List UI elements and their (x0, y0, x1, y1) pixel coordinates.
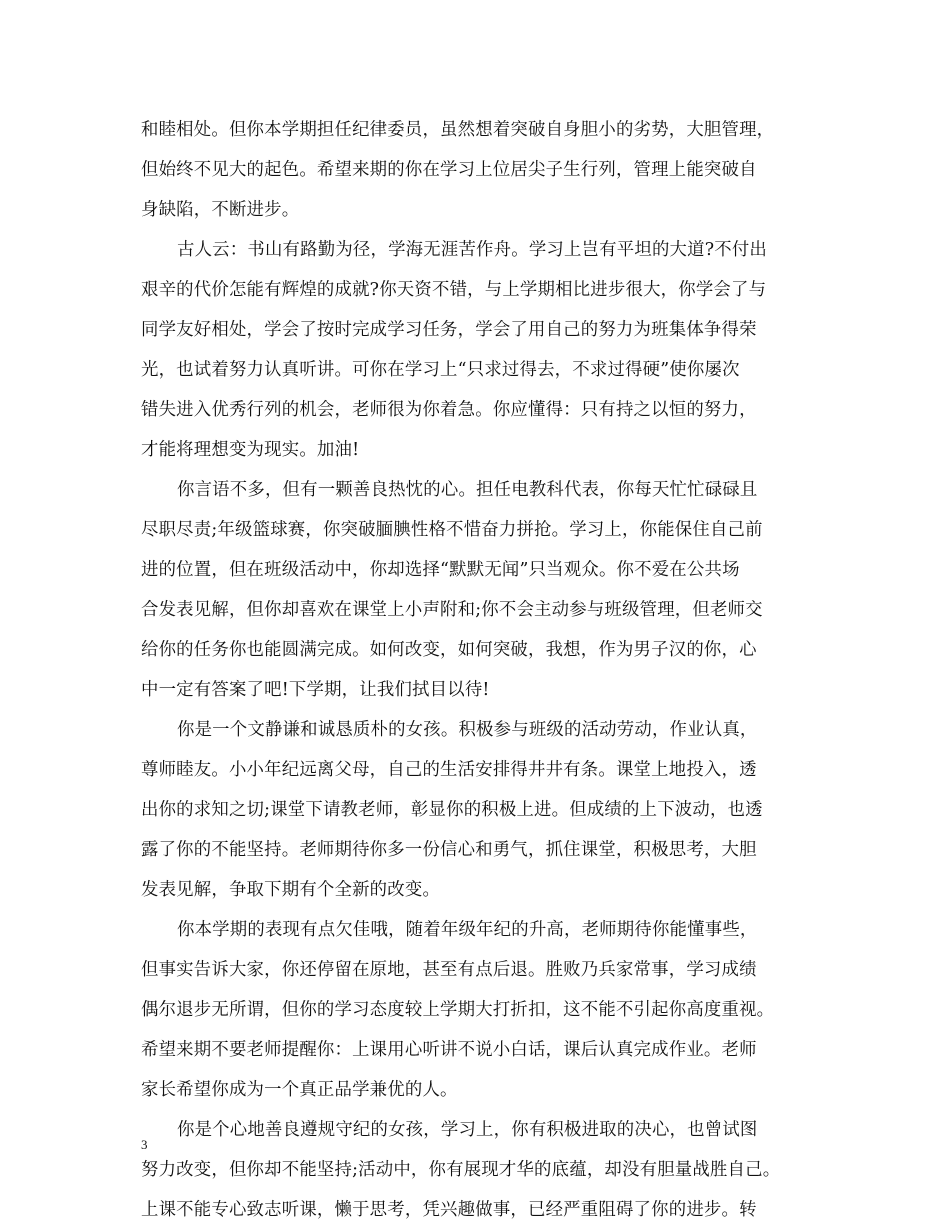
text-line: 上课不能专心致志听课，懒于思考，凭兴趣做事，已经严重阻碍了你的进步。转 (141, 1200, 757, 1220)
text-line: 家长希望你成为一个真正品学兼优的人。 (141, 1080, 458, 1100)
text-line: 合发表见解，但你却喜欢在课堂上小声附和;你不会主动参与班级管理，但老师交 (141, 600, 763, 620)
text-line: 和睦相处。但你本学期担任纪律委员，虽然想着突破自身胆小的劣势，大胆管理， (141, 120, 775, 140)
text-line: 发表见解，争取下期有个全新的改变。 (141, 880, 441, 900)
text-line: 你本学期的表现有点欠佳哦，随着年级年纪的升高，老师期待你能懂事些， (177, 920, 758, 940)
text-line: 露了你的不能坚持。老师期待你多一份信心和勇气，抓住课堂，积极思考，大胆 (141, 840, 757, 860)
paragraph (141, 230, 821, 470)
text-line: 但事实告诉大家，你还停留在原地，甚至有点后退。胜败乃兵家常事，学习成绩 (141, 960, 757, 980)
text-line: 尊师睦友。小小年纪远离父母，自己的生活安排得井井有条。课堂上地投入，透 (141, 760, 757, 780)
text-line: 你是一个文静谦和诚恳质朴的女孩。积极参与班级的活动劳动，作业认真， (177, 720, 758, 740)
text-line: 但始终不见大的起色。希望来期的你在学习上位居尖子生行列，管理上能突破自 (141, 160, 757, 180)
paragraph (141, 1110, 821, 1230)
text-line: 偶尔退步无所谓，但你的学习态度较上学期大打折扣，这不能不引起你高度重视。 (141, 1000, 775, 1020)
text-line: 你是个心地善良遵规守纪的女孩，学习上，你有积极进取的决心，也曾试图 (177, 1120, 758, 1140)
paragraph (141, 710, 821, 910)
text-line: 进的位置，但在班级活动中，你却选择“默默无闻”只当观众。你不爱在公共场 (141, 560, 740, 580)
text-line: 希望来期不要老师提醒你：上课用心听讲不说小白话，课后认真完成作业。老师 (141, 1040, 757, 1060)
text-line: 努力改变，但你却不能坚持;活动中，你有展现才华的底蕴，却没有胆量战胜自己。 (141, 1160, 781, 1180)
text-line: 你言语不多，但有一颗善良热忱的心。担任电教科代表，你每天忙忙碌碌且 (177, 480, 758, 500)
page-number: 3 (141, 1137, 148, 1152)
paragraph (141, 110, 821, 230)
text-line: 中一定有答案了吧!下学期，让我们拭目以待! (141, 680, 490, 700)
text-line: 光，也试着努力认真听讲。可你在学习上“只求过得去，不求过得硬”使你屡次 (141, 360, 740, 380)
text-line: 给你的任务你也能圆满完成。如何改变，如何突破，我想，作为男子汉的你，心 (141, 640, 757, 660)
text-line: 尽职尽责;年级篮球赛，你突破腼腆性格不惜奋力拼抢。学习上，你能保住自己前 (141, 520, 763, 540)
text-line: 才能将理想变为现实。加油! (141, 440, 360, 460)
text-line: 出你的求知之切;课堂下请教老师，彰显你的积极上进。但成绩的上下波动，也透 (141, 800, 763, 820)
paragraph (141, 910, 821, 1110)
text-line: 错失进入优秀行列的机会，老师很为你着急。你应懂得：只有持之以恒的努力， (141, 400, 757, 420)
paragraph (141, 470, 821, 710)
text-line: 身缺陷，不断进步。 (141, 200, 300, 220)
text-line: 古人云：书山有路勤为径，学海无涯苦作舟。学习上岂有平坦的大道?不付出 (177, 240, 768, 260)
text-line: 同学友好相处，学会了按时完成学习任务，学会了用自己的努力为班集体争得荣 (141, 320, 757, 340)
body-text (141, 110, 821, 1230)
text-line: 艰辛的代价怎能有辉煌的成就?你天资不错，与上学期相比进步很大，你学会了与 (141, 280, 767, 300)
